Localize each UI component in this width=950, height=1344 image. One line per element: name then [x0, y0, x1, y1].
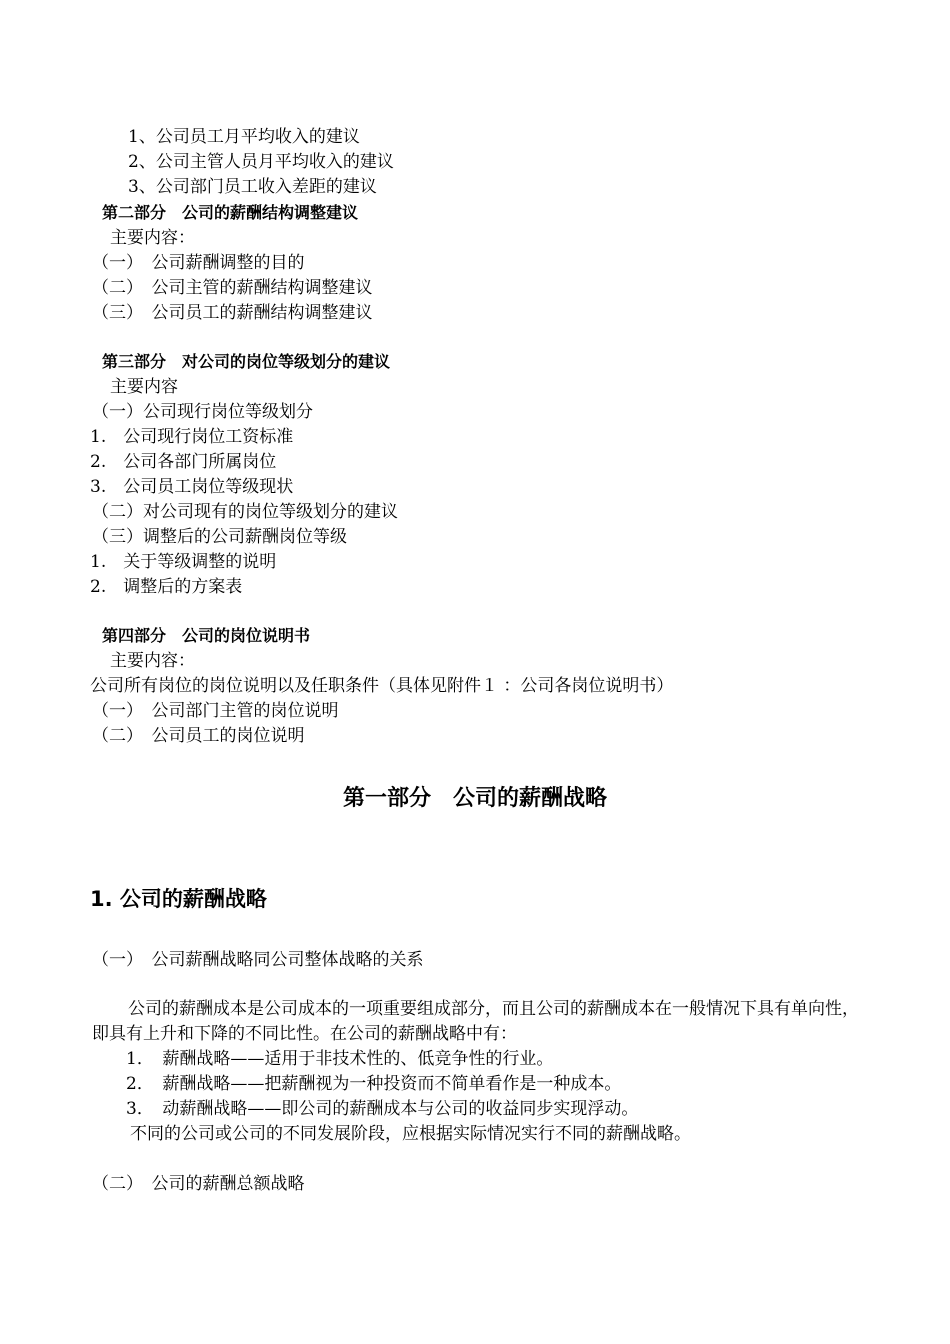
- part3-title: 第三部分 对公司的岗位等级划分的建议: [102, 352, 391, 371]
- part2-title: 第二部分 公司的薪酬结构调整建议: [102, 203, 359, 222]
- part4-item-1: 公司所有岗位的岗位说明以及任职条件（具体见附件１ ：公司各岗位说明书）: [90, 676, 674, 696]
- body-paragraph: 公司的薪酬成本是公司成本的一项重要组成部分，而且公司的薪酬成本在一般情况下具有单向性，即具有上升和下降的不同比性。在公司的薪酬战略中有：: [92, 999, 859, 1044]
- part2-item-1: （一） 公司薪酬调整的目的: [92, 253, 305, 273]
- part3-item-5: （二）对公司现有的岗位等级划分的建议: [92, 502, 398, 522]
- chapter-title: 第一部分 公司的薪酬战略: [342, 786, 607, 811]
- toc-intro-item-3: 3、公司部门员工收入差距的建议: [128, 177, 377, 197]
- strategy-item-2: 2． 薪酬战略——把薪酬视为一种投资而不简单看作是一种成本。: [126, 1074, 622, 1094]
- toc-intro-item-1: 1、公司员工月平均收入的建议: [128, 127, 360, 147]
- part4-title: 第四部分 公司的岗位说明书: [102, 626, 311, 645]
- part4-item-2: （一） 公司部门主管的岗位说明: [92, 701, 339, 721]
- part2-item-3: （三） 公司员工的薪酬结构调整建议: [92, 303, 373, 323]
- closing-sentence: 不同的公司或公司的不同发展阶段，应根据实际情况实行不同的薪酬战略。: [130, 1124, 691, 1144]
- part3-item-6: （三）调整后的公司薪酬岗位等级: [92, 527, 347, 547]
- part4-subtitle: 主要内容：: [110, 651, 195, 671]
- section-title: 1. 公司的薪酬战略: [90, 887, 267, 911]
- part3-item-3: 2. 公司各部门所属岗位: [90, 452, 277, 472]
- subsection-1-title: （一） 公司薪酬战略同公司整体战略的关系: [92, 950, 424, 970]
- part2-item-2: （二） 公司主管的薪酬结构调整建议: [92, 278, 373, 298]
- part3-item-1: （一）公司现行岗位等级划分: [92, 402, 313, 422]
- part3-item-4: 3. 公司员工岗位等级现状: [90, 477, 294, 497]
- part3-item-7: 1. 关于等级调整的说明: [90, 552, 277, 572]
- strategy-item-1: 1． 薪酬战略——适用于非技术性的、低竞争性的行业。: [126, 1049, 554, 1069]
- part4-item-3: （二） 公司员工的岗位说明: [92, 726, 305, 746]
- part3-item-8: 2. 调整后的方案表: [90, 577, 243, 597]
- toc-intro-item-2: 2、公司主管人员月平均收入的建议: [128, 152, 394, 172]
- part3-item-2: 1. 公司现行岗位工资标准: [90, 427, 294, 447]
- part2-subtitle: 主要内容：: [110, 228, 195, 248]
- part3-subtitle: 主要内容: [110, 377, 178, 397]
- strategy-item-3: 3． 动薪酬战略——即公司的薪酬成本与公司的收益同步实现浮动。: [126, 1099, 639, 1119]
- subsection-2-title: （二） 公司的薪酬总额战略: [92, 1174, 305, 1194]
